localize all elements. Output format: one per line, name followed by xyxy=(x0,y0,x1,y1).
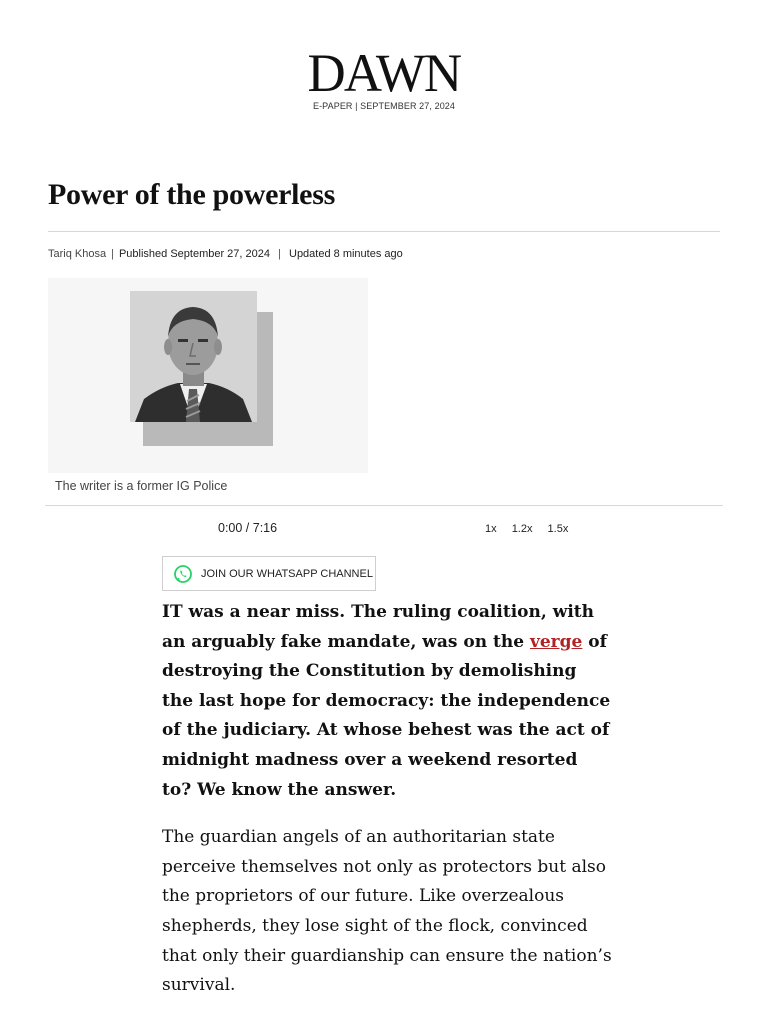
article-headline: Power of the powerless xyxy=(48,178,335,211)
whatsapp-label: JOIN OUR WHATSAPP CHANNEL xyxy=(201,567,373,580)
body-paragraph: The guardian angels of an authoritarian state perceive themselves not only as protectors but also the proprietors of our future. Like overzealous shepherds, they lose sight of the flock, convinced that only their guardianship can ensure the nation’s survival. xyxy=(162,827,612,996)
speed-1.2x-button[interactable]: 1.2x xyxy=(511,523,533,535)
whatsapp-channel-button[interactable] xyxy=(162,556,376,591)
masthead xyxy=(0,43,768,111)
separator: | xyxy=(111,248,114,260)
lead-paragraph xyxy=(162,598,612,805)
whatsapp-icon xyxy=(173,564,193,584)
edition-date: E-PAPER | SEPTEMBER 27, 2024 xyxy=(312,101,456,111)
speed-1.5x-button[interactable]: 1.5x xyxy=(547,523,569,535)
playback-speeds xyxy=(485,523,580,535)
lead-text: IT was a near miss. The ruling coalition, with an arguably fake mandate, was on the xyxy=(162,602,594,652)
updated-time: Updated 8 minutes ago xyxy=(289,248,403,260)
speed-1x-button[interactable]: 1x xyxy=(485,523,497,535)
author-photo-frame xyxy=(48,278,368,473)
portrait-image xyxy=(130,291,257,422)
audio-time: 0:00 / 7:16 xyxy=(218,521,278,535)
article-body xyxy=(162,598,612,1001)
author-link[interactable]: Tariq Khosa xyxy=(48,248,107,260)
byline xyxy=(48,248,403,260)
lead-text: of destroying the Constitution by demolishing the last hope for democracy: the independence of the judiciary. At whose behest was the act of midnight madness over a weekend resorted to? We know the answer. xyxy=(162,631,611,800)
photo-caption: The writer is a former IG Police xyxy=(55,479,228,493)
divider xyxy=(48,231,720,232)
author-photo xyxy=(130,291,257,422)
published-date: Published September 27, 2024 xyxy=(118,248,271,260)
verge-link[interactable]: verge xyxy=(529,631,583,652)
separator: | xyxy=(275,248,284,260)
divider xyxy=(45,505,723,506)
dawn-logo[interactable]: DAWN xyxy=(307,43,461,103)
